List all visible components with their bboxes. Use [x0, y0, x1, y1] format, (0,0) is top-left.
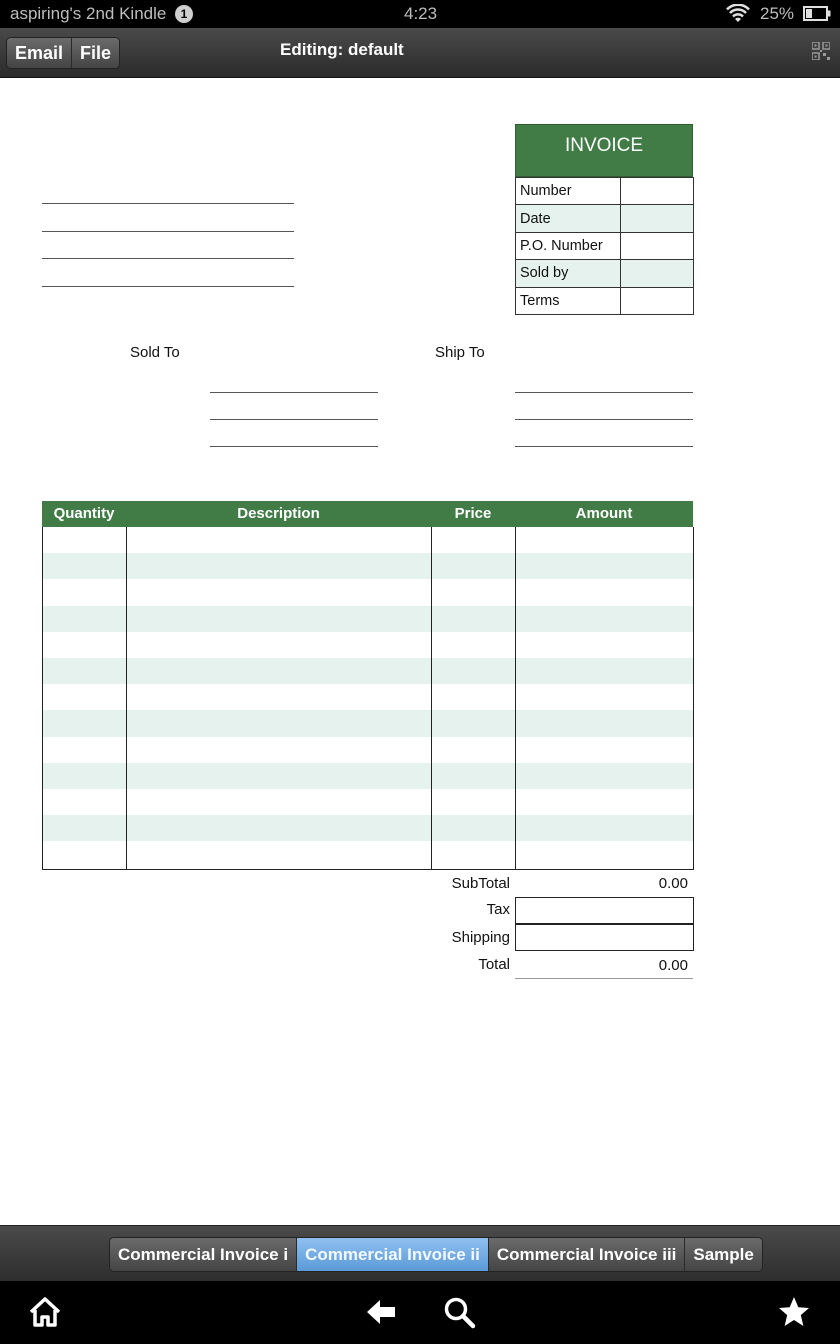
- page-title: Editing: default: [280, 40, 404, 59]
- total-value: 0.00: [658, 957, 688, 974]
- action-bar: [0, 28, 840, 78]
- email-button[interactable]: Email: [7, 38, 72, 68]
- status-bar: [0, 0, 840, 28]
- navigation-bar: [0, 1281, 840, 1344]
- table-row[interactable]: [43, 763, 693, 789]
- template-tabs: [109, 1237, 763, 1272]
- clock: 4:23: [404, 4, 438, 23]
- device-name: aspiring's 2nd Kindle: [10, 4, 167, 23]
- items-table-body: [42, 527, 694, 870]
- subtotal-label: SubTotal: [451, 875, 510, 892]
- table-row[interactable]: [43, 815, 693, 841]
- star-icon[interactable]: [777, 1295, 811, 1329]
- description-column-header: Description: [237, 505, 320, 522]
- email-file-segment: [6, 37, 120, 69]
- template-tab-bar: [0, 1225, 840, 1281]
- total-label: Total: [478, 956, 510, 973]
- quantity-column-header: Quantity: [53, 505, 115, 522]
- company-address-line[interactable]: [42, 203, 294, 204]
- tab-commercial-invoice-iii[interactable]: Commercial Invoice iii: [489, 1238, 686, 1271]
- ship-to-label: Ship To: [435, 344, 485, 361]
- po-number-cell[interactable]: [621, 232, 694, 259]
- table-row[interactable]: [43, 579, 693, 605]
- tax-label: Tax: [486, 901, 510, 918]
- shipping-label: Shipping: [451, 929, 510, 946]
- invoice-field-label: Date: [516, 205, 621, 232]
- price-column-header: Price: [454, 505, 492, 522]
- file-button[interactable]: File: [72, 38, 119, 68]
- ship-to-line[interactable]: [515, 419, 693, 420]
- items-table-header: [42, 501, 693, 527]
- tab-sample[interactable]: Sample: [685, 1238, 761, 1271]
- invoice-number-cell[interactable]: [621, 178, 694, 205]
- column-divider: [515, 527, 516, 870]
- search-icon[interactable]: [442, 1295, 476, 1329]
- table-row[interactable]: [43, 789, 693, 815]
- total-underline: [515, 978, 693, 979]
- invoice-heading: INVOICE: [515, 124, 693, 177]
- company-address-line[interactable]: [42, 286, 294, 287]
- column-divider: [431, 527, 432, 870]
- ship-to-line[interactable]: [515, 392, 693, 393]
- battery-percent: 25%: [760, 4, 795, 23]
- column-divider: [126, 527, 127, 870]
- table-row[interactable]: [43, 632, 693, 658]
- invoice-date-cell[interactable]: [621, 205, 694, 232]
- back-icon[interactable]: [364, 1295, 398, 1329]
- qr-code-icon[interactable]: [812, 42, 830, 60]
- table-row[interactable]: [43, 606, 693, 632]
- tab-commercial-invoice-i[interactable]: Commercial Invoice i: [110, 1238, 297, 1271]
- invoice-field-label: Number: [516, 178, 621, 205]
- subtotal-value: 0.00: [658, 875, 688, 892]
- sold-to-line[interactable]: [210, 392, 378, 393]
- table-row[interactable]: [43, 553, 693, 579]
- sold-to-label: Sold To: [130, 344, 180, 361]
- amount-column-header: Amount: [575, 505, 633, 522]
- battery-icon: [803, 6, 831, 21]
- company-address-line[interactable]: [42, 258, 294, 259]
- wifi-icon: [726, 4, 750, 24]
- tax-field[interactable]: [515, 897, 694, 924]
- invoice-field-label: Terms: [516, 287, 621, 314]
- table-row[interactable]: [43, 684, 693, 710]
- sold-by-cell[interactable]: [621, 260, 694, 287]
- shipping-field[interactable]: [515, 924, 694, 951]
- invoice-field-label: Sold by: [516, 260, 621, 287]
- invoice-info-table: [515, 177, 694, 315]
- notification-badge[interactable]: 1: [175, 5, 193, 23]
- terms-cell[interactable]: [621, 287, 694, 314]
- company-address-line[interactable]: [42, 231, 294, 232]
- table-row[interactable]: [43, 737, 693, 763]
- table-row[interactable]: [43, 658, 693, 684]
- invoice-document: [0, 78, 840, 1225]
- invoice-field-label: P.O. Number: [516, 232, 621, 259]
- ship-to-line[interactable]: [515, 446, 693, 447]
- home-icon[interactable]: [28, 1295, 62, 1329]
- sold-to-line[interactable]: [210, 419, 378, 420]
- table-row[interactable]: [43, 841, 693, 867]
- table-row[interactable]: [43, 710, 693, 736]
- tab-commercial-invoice-ii[interactable]: Commercial Invoice ii: [297, 1238, 489, 1271]
- sold-to-line[interactable]: [210, 446, 378, 447]
- table-row[interactable]: [43, 527, 693, 553]
